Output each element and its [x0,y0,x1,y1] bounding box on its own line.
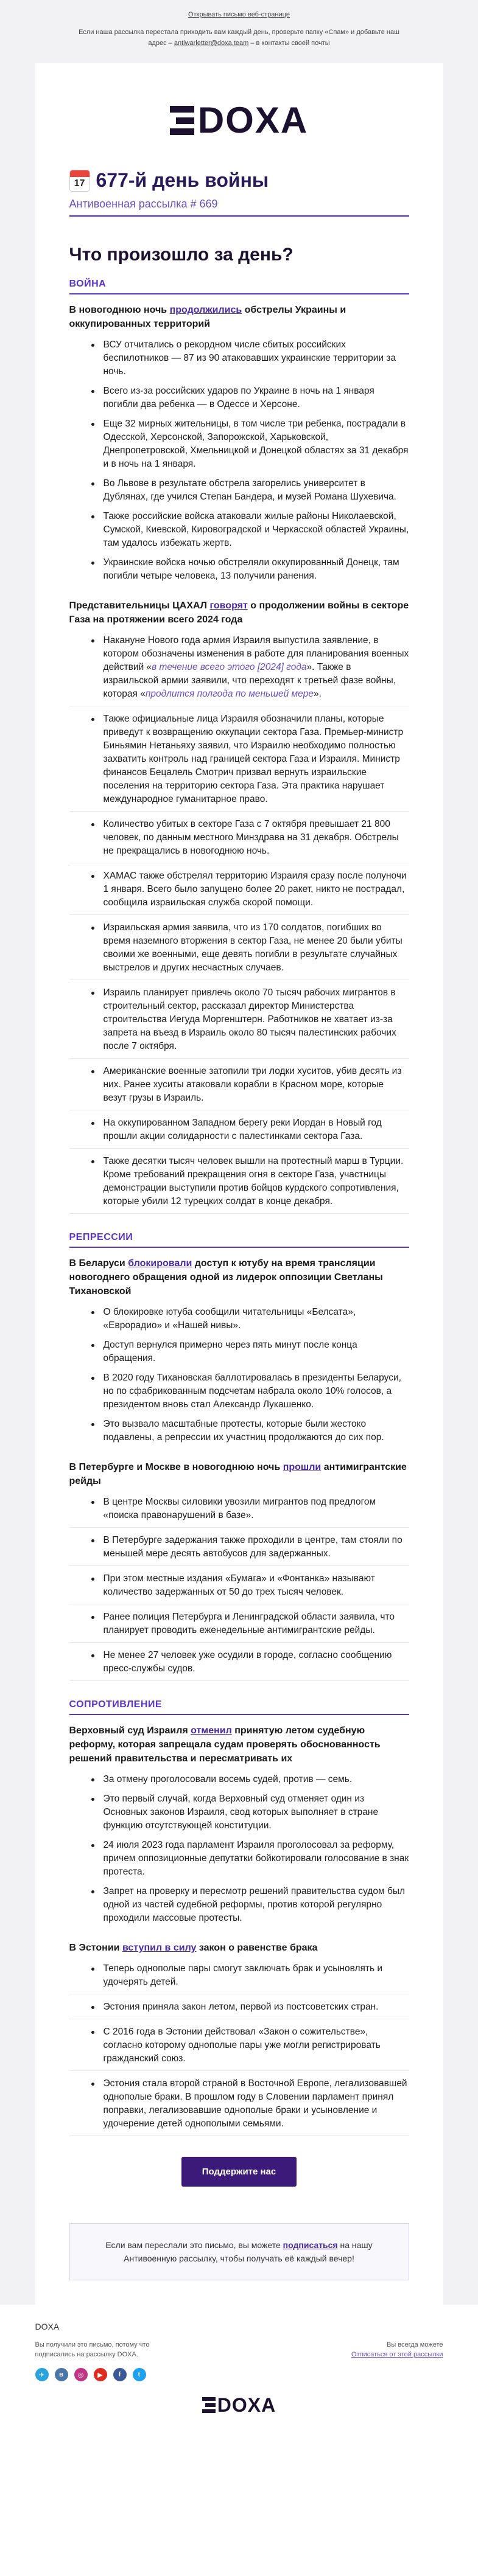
item-text: Израильская армия заявила, что из 170 солдатов, погибших во время наземного вторжения в сектор Газа, не менее 20 были убиты своими же военными, еще девять погибли в результате случайных выстрелов и других несчастных случаев. [103,922,402,973]
list-item [69,869,409,915]
story-link[interactable]: прошли [283,1462,322,1472]
quote-text: в течение всего этого [2024] года [152,662,307,672]
doxa-logo [69,100,409,141]
list-item: Также российские войска атаковали жилые районы Николаевской, Сумской, Киевской, Кировоградской и Черкасской областей Украины, там удалось избежать жертв. [69,510,409,550]
youtube-icon[interactable]: ▶ [94,2368,107,2381]
story-lead: В новогоднюю ночь продолжились обстрелы Украины и оккупированных территорий [69,305,346,329]
story-bullets [69,1495,409,1681]
item-text: ». [314,689,322,699]
contact-email-link[interactable]: antiwarletter@doxa.team [174,40,249,47]
list-item [69,634,409,706]
view-in-browser-link[interactable]: Открывать письмо веб-странице [188,11,290,18]
story-link[interactable]: блокировали [128,1258,192,1269]
story-bullets [69,338,409,583]
story-link[interactable]: вступил в силу [122,1943,197,1953]
list-item [69,1155,409,1214]
story-bullets [69,1306,409,1444]
doxa-logo-mark-icon [202,2397,216,2413]
section-heading: ВОЙНА [69,279,409,294]
list-item [69,1065,409,1110]
unsubscribe-link[interactable]: Отписаться от этой рассылки [351,2351,443,2358]
calendar-icon [69,170,90,192]
list-item: Теперь однополые пары смогут заключать брак и усыновлять и удочерять детей. [69,1962,409,1994]
item-text: Количество убитых в секторе Газа с 7 октября превышает 21 800 человек, по данным местного Минздрава на 31 декабря. Обстрелы не прекращались в новогоднюю ночь. [103,819,399,856]
spam-note-tail: – в контакты своей почты [250,40,330,47]
item-text: Американские военные затопили три лодки хуситов, убив десять из них. Ранее хуситы атаковали корабли в Красном море, которые везут грузы в Израиль. [103,1066,402,1103]
item-text: Также официальные лица Израиля обозначили планы, которые приведут к возвращению оккупации сектора Газа. Премьер-министр Биньямин Нетаньяху заявил, что Израилю необходимо полностью захватить контроль над границей сектора Газа и Израиля. Министр финансов Бецалель Смотрич призвал вернуть израильские поселения на территорию сектора Газа. Эта практика нарушает международное гуманитарное право. [103,714,404,804]
story-lead: Верховный суд Израиля отменил принятую летом судебную реформу, которая запрещала судам проверять обоснованность решений правительства и пересматривать их [69,1725,381,1764]
story-bullets [69,634,409,1214]
footer-logo [35,2394,443,2416]
footer-reason: Вы получили это письмо, потому что подписались на рассылку DOXA. [35,2341,150,2358]
list-item: За отмену проголосовали восемь судей, против — семь. [69,1773,409,1786]
list-item: В Петербурге задержания также проходили в центре, там стояли по меньшей мере десять автобусов для задержанных. [69,1534,409,1566]
social-links [35,2368,443,2381]
footer-row [35,2340,443,2359]
page-subtitle: Антивоенная рассылка # 669 [69,198,409,217]
footer-brand: DOXA [35,2322,60,2331]
list-item [69,1116,409,1149]
list-item: Это первый случай, когда Верховный суд отменяет один из Основных законов Израиля, свод которых выполняет в стране функцию отсутствующей конституции. [69,1792,409,1833]
item-text: ». Также в израильской армии заявили, что переходят к третьей фазе войны, которая « [103,662,396,699]
spam-note [69,27,410,63]
story-bullets [69,1962,409,2136]
list-item: Во Львове в результате обстрела загорелись университет в Дублянах, где учился Степан Бандера, и музей Романа Шухевича. [69,477,409,504]
instagram-icon[interactable]: ◎ [74,2368,88,2381]
title-row [69,169,409,192]
subscribe-link[interactable]: подписаться [283,2240,338,2250]
telegram-icon[interactable]: ✈ [35,2368,49,2381]
story-link[interactable]: отменил [191,1725,232,1736]
quote-text: продлится полгода по меньшей мере [145,689,314,699]
list-item: Ранее полиция Петербурга и Ленинградской области заявила, что планирует проводить еженедельные антимигрантские рейды. [69,1610,409,1643]
item-text: ХАМАС также обстрелял территорию Израиля сразу после полуночи 1 января. Всего было запущено более 20 ракет, никто не пострадал, сообщила израильская служба скорой помощи. [103,871,407,908]
support-us-button[interactable]: Поддержите нас [181,2157,297,2187]
item-text: Накануне Нового года армия Израиля выпустила заявление, в котором обозначены изменения в работе для планирования военных действий « [103,635,409,672]
list-item: При этом местные издания «Бумага» и «Фонтанка» называют количество задержанных от 50 до трех тысяч человек. [69,1572,409,1604]
twitter-icon[interactable]: t [133,2368,146,2381]
list-item: Эстония приняла закон летом, первой из постсоветских стран. [69,2000,409,2019]
list-item: В центре Москвы силовики увозили мигрантов под предлогом «поиска правонарушений в базе». [69,1495,409,1528]
support-button-wrap [69,2157,409,2187]
story-lead: В Петербурге и Москве в новогоднюю ночь прошли антимигрантские рейды [69,1462,407,1486]
list-item: 24 июля 2023 года парламент Израиля проголосовал за реформу, причем оппозиционные депутатки бойкотировали голосование в знак протеста. [69,1839,409,1879]
logo-text: DOXA [197,100,309,141]
section-repressions [69,1232,409,1681]
item-text: На оккупированном Западном берегу реки Иордан в Новый год прошли акции солидарности с палестинками сектора Газа. [103,1118,382,1141]
story-link[interactable]: продолжились [169,305,242,315]
section-heading: РЕПРЕССИИ [69,1232,409,1248]
item-text: Также десятки тысяч человек вышли на протестный марш в Турции. Кроме требований прекращения огня в секторе Газа, участницы демонстрации выступили против бойцов курдского сопротивления, которые убили 12 турецких солдат в конце декабря. [103,1156,404,1206]
footer-right-text: Вы всегда можете [387,2341,443,2348]
calendar-day: 17 [74,178,85,189]
section-war [69,279,409,1214]
footer-unsubscribe-block [351,2340,443,2359]
story-lead: Представительницы ЦАХАЛ говорят о продолжении войны в секторе Газа на протяжении всего 2024 года [69,600,409,625]
list-item: В 2020 году Тихановская баллотировалась в президенты Беларуси, но по сфабрикованным подсчетам набрала около 10% голосов, а президентом вновь стал Александр Лукашенко. [69,1371,409,1412]
spam-note-text: Если наша рассылка перестала приходить вам каждый день, проверьте папку «Спам» и добавьте наш адрес – [79,29,399,47]
story-bullets [69,1773,409,1925]
list-item: Это вызвало масштабные протесты, которые были жестоко подавлены, а репрессии их участниц продолжаются до сих пор. [69,1418,409,1444]
footer [35,2305,443,2437]
page-title: 677-й день войны [96,169,269,191]
list-item [69,986,409,1059]
section-resistance [69,1699,409,2136]
list-item: Еще 32 мирных жительницы, в том числе три ребенка, пострадали в Одесской, Херсонской, Запорожской, Харьковской, Днепропетровской, Хмельницкой и Донецкой областях за 31 декабря и в ночь на 1 января. [69,417,409,471]
list-item: О блокировке ютуба сообщили читательницы «Белсата», «Еврорадио» и «Нашей нивы». [69,1306,409,1332]
list-item: С 2016 года в Эстонии действовал «Закон о сожительстве», согласно которому однополые пары уже могли регистрировать гражданский союз. [69,2025,409,2071]
story-link[interactable]: говорят [209,600,248,611]
list-item: Украинские войска ночью обстреляли оккупированный Донецк, там погибли четыре человека, 13 получили ранения. [69,556,409,583]
story-lead: В Эстонии вступил в силу закон о равенстве брака [69,1943,318,1953]
facebook-icon[interactable]: f [113,2368,127,2381]
list-item [69,818,409,863]
list-item: Доступ вернулся примерно через пять минут после конца обращения. [69,1338,409,1365]
list-item: Не менее 27 человек уже осудили в городе, согласно сообщению пресс-службы судов. [69,1649,409,1681]
list-item [69,921,409,980]
list-item: Всего из-за российских ударов по Украине в ночь на 1 января погибли два ребенка — в Одессе и Херсоне. [69,385,409,411]
vk-icon[interactable]: в [55,2368,68,2381]
section-heading: СОПРОТИВЛЕНИЕ [69,1699,409,1715]
list-item: Запрет на проверку и пересмотр решений правительства судом был одной из частей судебной реформы, против которой регулярно проходили массовые протесты. [69,1885,409,1925]
list-item [69,712,409,812]
view-in-browser [0,11,478,18]
story-lead: В Беларуси блокировали доступ к ютубу на время трансляции новогоднего обращения одной из лидерок оппозиции Светланы Тихановской [69,1258,383,1297]
footer-logo-text: DOXA [217,2394,276,2416]
doxa-logo-mark-icon [170,106,194,135]
item-text: Израиль планирует привлечь около 70 тысяч рабочих мигрантов в строительный сектор, рассказал директор Министерства строительства Иегуда Моргенштерн. Работников не хватает из-за запрета на въезд в Израиль около 80 тысяч палестинских рабочих после 7 октября. [103,987,396,1051]
subscribe-box: Если вам переслали это письмо, вы можете подписаться на нашу Антивоенную рассылку, чтобы получать её каждый вечер! [69,2223,409,2280]
newsletter-card [35,63,443,2223]
list-item: Эстония стала второй страной в Восточной Европе, легализовавшей однополые браки. В прошлом году в Словении парламент принял поправки, легализовавшие однополые браки и усыновление и удочерение детей однополыми семьями. [69,2077,409,2136]
day-question: Что произошло за день? [69,245,293,265]
subscribe-box-wrap [35,2223,443,2305]
list-item: ВСУ отчитались о рекордном числе сбитых российских беспилотников — 87 из 90 атаковавших украинские территории за ночь. [69,338,409,378]
